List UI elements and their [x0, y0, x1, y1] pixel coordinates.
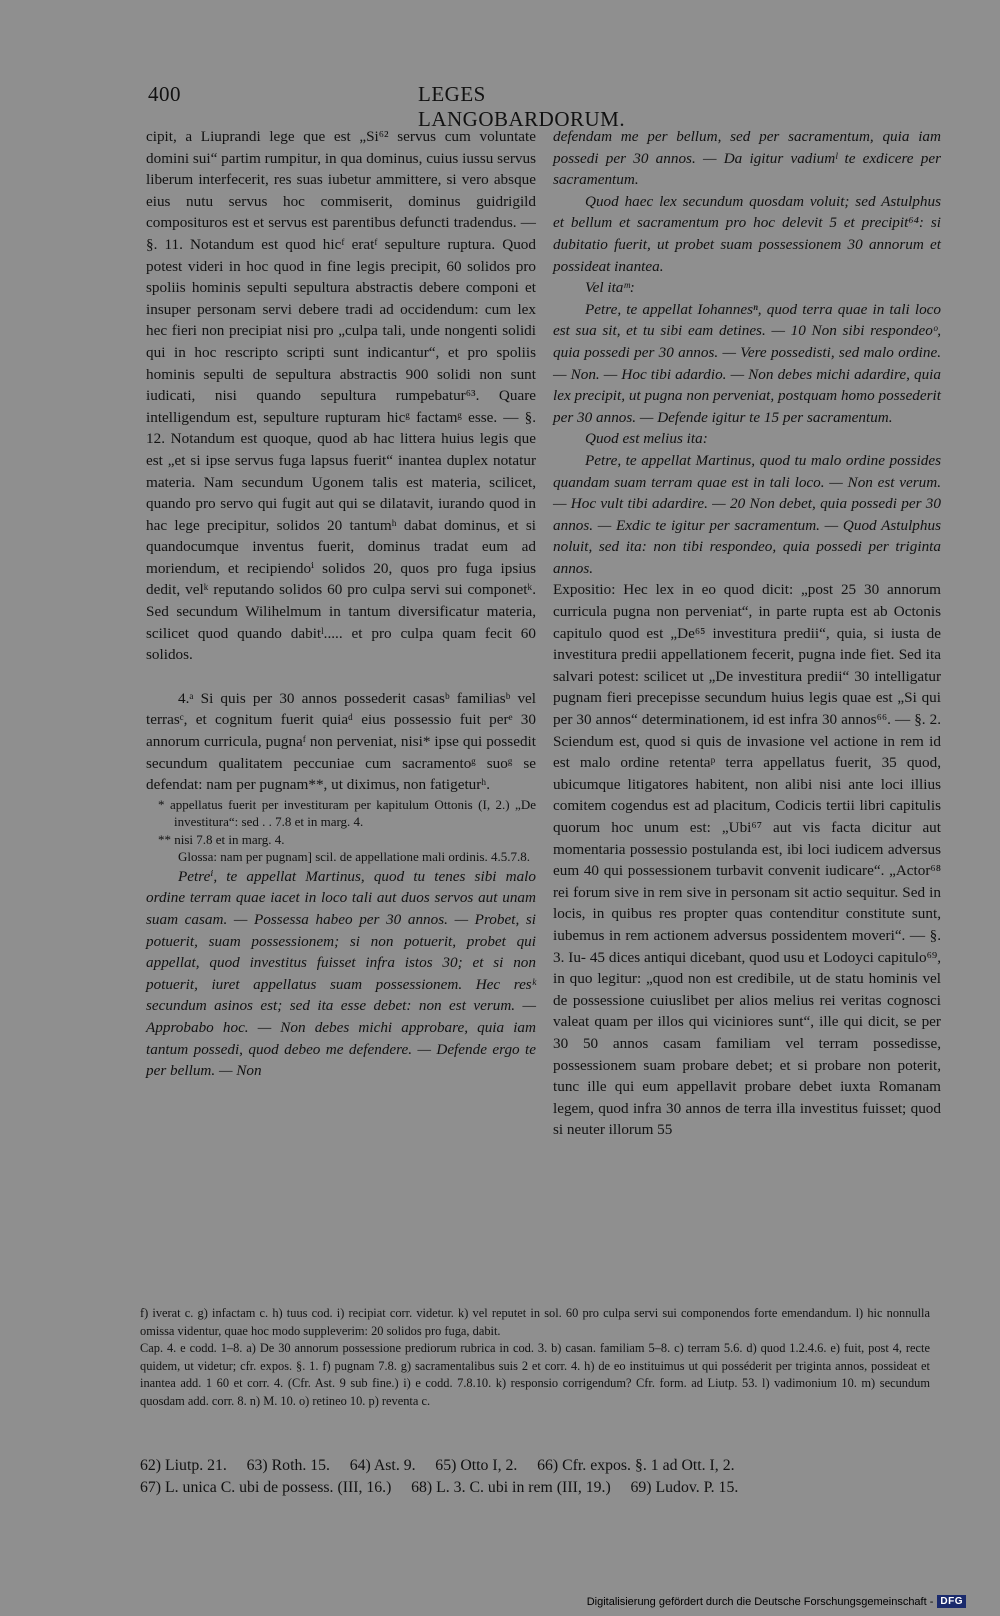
dfg-logo: DFG	[937, 1595, 966, 1608]
page-number: 400	[148, 82, 181, 106]
paragraph: Petre, te appellat Martinus, quod tu malo ordine possides quandam suam terram quae est in tali loco. — Non est verum. — Hoc vult tibi adardire. — 20 Non debet, quia possedi per 30 annos. — Exdic te igitur per sacramentum. — Quod Astulphus noluit, sed ita: non tibi respondeo, quia possedi per triginta annos.	[553, 451, 941, 577]
page-header	[140, 82, 680, 131]
paragraph: Quod est melius ita:	[585, 430, 708, 448]
left-column	[146, 126, 536, 1082]
credit-text: Digitalisierung gefördert durch die Deutsche Forschungsgemeinschaft -	[586, 1595, 934, 1608]
critical-apparatus	[140, 1305, 930, 1410]
footnote-line: Cap. 4. e codd. 1–8. a) De 30 annorum possessione prediorum rubrica in cod. 3. b) casan. familiam 5–8. c) terram 5.6. d) quod 1.2.4.6. e) fuit, post 4, recte quidem, ut videtur; cfr. expos. §. 1. f) pugnam 7.8. g) sacramentalibus suis 2 et corr. 4. h) de eo instituimus ut qui posséderit per triginta annos, possideat et inantea add. 1 60 et corr. 4. (Cfr. Ast. 9 sub fine.) i) e codd. 7.8.10. k) responsio corrigendum? Cfr. form. ad Liutp. 53. l) vadimonium 10. m) secundum quosdam add. corr. 8. n) M. 10. o) retineo 10. p) reventa c.	[140, 1341, 930, 1408]
paragraph: ** nisi 7.8 et in marg. 4.	[158, 831, 285, 847]
source-references	[140, 1455, 930, 1499]
paragraph: Petreⁱ, te appellat Martinus, quod tu tenes sibi malo ordine terram quae iacet in loco tali aut duos servos aut unam suam casam. — Possessa habeo per 30 annos. — Probet, si potuerit, suam possessionem; si non potuerit, probet qui appellat, quod investitus fuisset infra istos 30; et si non potuerit, iuret appellatus suam possessionem. Hec resᵏ secundum asinos est; sed ita esse debet: non est verum. — Approbabo hoc. — Non debes michi approbare, quia iam tantum possedi, quod debeo me defendere. — Defende ergo te per bellum. — Non	[146, 867, 536, 1080]
reference-line: 67) L. unica C. ubi de possess. (III, 16.) 68) L. 3. C. ubi in rem (III, 19.) 69) Ludov. P. 15.	[140, 1479, 739, 1496]
paragraph: Quod haec lex secundum quosdam voluit; sed Astulphus et bellum et sacramentum pro hoc delevit 5 et precipit⁶⁴: si dubitatio fuerit, ut probet suam possessionem 30 annorum et possideat inantea.	[553, 192, 941, 275]
right-column	[553, 126, 941, 1141]
paragraph: * appellatus fuerit per investituram per kapitulum Ottonis (I, 2.) „De investitura“: sed . . 7.8 et in marg. 4.	[158, 796, 536, 830]
paragraph: 4.ᵃ Si quis per 30 annos possederit casasᵇ familiasᵇ vel terrasᶜ, et cognitum fuerit quiaᵈ eius possessio fuit perᵉ 30 annorum curricula, pugnaᶠ non perveniat, nisi* ipse qui possedit secundum qualitatem peccuniae cum sacramentoᵍ suoᵍ se defendat: nam per pugnam**, ut diximus, non fatigeturʰ.	[146, 689, 536, 794]
paragraph: Petre, te appellat Iohannesⁿ, quod terra quae in tali loco est sua sit, et tu sibi eam detines. — 10 Non sibi respondeoᵒ, quia possedi per 30 annos. — Vere possedisti, sed malo ordine. — Non. — Hoc tibi adardio. — Non debes michi adardire, quia lex precipit, ut pugna non perveniat, postquam homo possederit per 30 annos. — Defende igitur te 15 per sacramentum.	[553, 300, 941, 426]
paragraph: cipit, a Liuprandi lege que est „Si⁶² servus cum voluntate domini sui“ partim rumpitur, in qua dominus, cuius iussu servus liberum interfecerit, res suas iubetur ammittere, si vero absque eius nutu servus hoc commiserit, dominus guidrigild composituros est et servus est parentibus defuncti tradendus. — §. 11. Notandum est quod hicᶠ eratᶠ sepulture ruptura. Quod potest videri in hoc quod in fine legis precipit, 60 solidos pro spoliis hominis sepulti sepultura abstractis debere componi et insuper personam servi debere tradi ad occidendum: cum lex hec fieri non precipiat nisi pro „culpa tali, unde nongenti solidi qui in hoc rescripto scripti sunt indicantur“, et pro spoliis hominis sepulti de sepultura abstractis 900 solidi non sunt iudicati, nisi quando sepultura rumpebatur⁶³. Quare intelligendum est, sepulture rupturam hicᵍ factamᵍ esse. — §. 12. Notandum est quoque, quod ab hac littera huius legis que est „et si ipse servus fuga lapsus fuerit“ inantea duplex notatur materia. Nam secundum Ugonem talis est materia, scilicet, quando pro servo qui fugit aut qui se dilatavit, iurando quod in hac lege precipitur, solidos 20 tantumʰ dabat dominus, et si quandocumque inventus fuerit, dominus tradat eum ad moriendum, et recipiendoⁱ solidos 20, quos pro fuga ipsius dedit, velᵏ reputando solidos 60 pro culpa servi sui componetᵏ. Sed secundum Wilihelmum in tantum diversificatur materia, scilicet quod quando dabitˡ..... et pro culpa quam fecit 60 solidos.	[146, 128, 536, 664]
running-title: LEGES LANGOBARDORUM.	[418, 82, 626, 131]
paragraph	[146, 666, 536, 688]
digitization-credit	[587, 1595, 966, 1608]
reference-line: 62) Liutp. 21. 63) Roth. 15. 64) Ast. 9. 65) Otto I, 2. 66) Cfr. expos. §. 1 ad Ott. I, 2.	[140, 1457, 735, 1474]
paragraph: Vel itaᵐ:	[585, 279, 635, 297]
paragraph: defendam me per bellum, sed per sacramentum, quia iam possedi per 30 annos. — Da igitur vadiumˡ te exdicere per sacramentum.	[553, 128, 941, 189]
footnote-line: f) iverat c. g) infactam c. h) tuus cod. i) recipiat corr. videtur. k) vel reputet in sol. 60 pro culpa servi sui componendos forte emendandum. l) hic nonnulla omissa videntur, quae hoc modo suppleverim: 20 solidos pro fuga, dabit.	[140, 1306, 930, 1338]
paragraph: Expositio: Hec lex in eo quod dicit: „post 25 30 annorum curricula pugna non perveniat“, in parte rupta est ab Octonis capitulo quod est „De⁶⁵ investitura predii“, quia, si iusta de investitura predii appellationem fecerit, pugna inde fiet. Sed ita salvari potest: scilicet ut „De investitura predii“ 30 intelligatur pugnam fieri precepisse secundum huius legis quae est „Si qui per 30 annos“ determinationem, id est infra 30 annos⁶⁶. — §. 2. Sciendum est, quod si quis de invasione vel actione in rem id est malo ordine retentaᵖ terra appellatus fuerit, 35 quod, ubicumque litigatores habitent, non alibi nisi ante loci illius comitem cogendus est ad placitum, Codicis tertii libri capitulis quorum hoc unum est: „Ubi⁶⁷ aut vis facta dicitur aut momentaria possessio postulanda est, ibi loci iudicem adversus eum 40 qui possessionem turbavit convenit iudicare“. „Actor⁶⁸ rei forum sive in rem sive in personam sit actio sequitur. Sed in locis, in quibus res propter quas contenditur constitute sunt, iubemus in rem actionem adversus possidentem moveri“. — §. 3. Iu- 45 dices antiqui dicebant, quod usu et Lodoyci capitulo⁶⁹, in quo legitur: „quod non est credibile, ut de statu hominis vel de possessione cuiuslibet per alios melius rei veritas cognosci valeat quam per illos qui viciniores sunt“, ille qui dicit, se per 30 50 annos casam familiam vel terram possedisse, possessionem suam probare debet; et si probare non poterit, tunc ille qui eum appellavit probare debet iuxta Romanam legem, quod infra 30 annos de terra illa investitus fuisset; quod si neuter illorum 55	[553, 581, 941, 1139]
paragraph: Glossa: nam per pugnam] scil. de appellatione mali ordinis. 4.5.7.8.	[178, 849, 531, 865]
